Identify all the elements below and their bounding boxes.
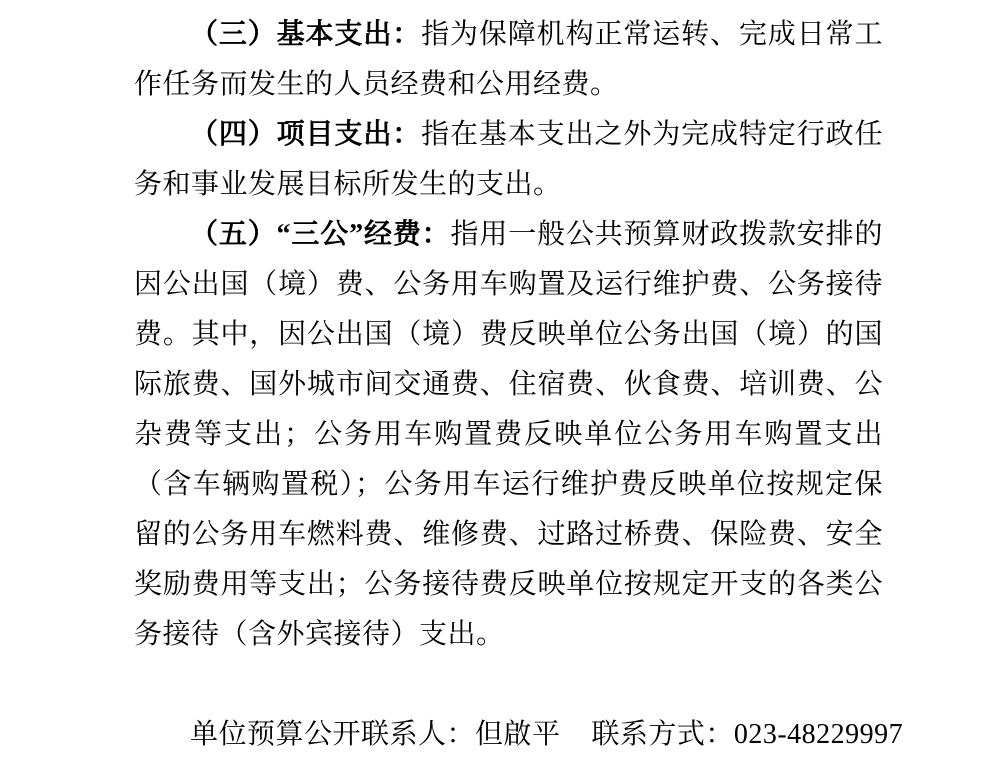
paragraph-label-three-public-funds: （五）“三公”经费： [190,219,451,250]
contact-phone-label: 联系方式： [591,719,734,750]
contact-person-label: 单位预算公开联系人： [190,719,476,750]
paragraph-body-project-expenditure: 指在基本支出之外为完成特定行政任务和事业发展目标所发生的支出。 [134,119,883,200]
contact-phone-number: 023-48229997 [733,719,904,750]
paragraph-label-basic-expenditure: （三）基本支出： [190,19,422,50]
definition-paragraph-three-public-funds [134,210,883,660]
definition-paragraph-project-expenditure [134,110,883,210]
paragraph-body-three-public-funds: 指用一般公共预算财政拨款安排的因公出国（境）费、公务用车购置及运行维护费、公务接待费。其中，因公出国（境）费反映单位公务出国（境）的国际旅费、国外城市间交通费、住宿费、伙食费、培训费、公杂费等支出；公务用车购置费反映单位公务用车购置支出（含车辆购置税）；公务用车运行维护费反映单位按规定保留的公务用车燃料费、维修费、过路过桥费、保险费、安全奖励费用等支出；公务接待费反映单位按规定开支的各类公务接待（含外宾接待）支出。 [134,219,883,650]
contact-person-name: 但啟平 [475,719,561,750]
contact-line [134,710,904,760]
paragraph-body-basic-expenditure: 指为保障机构正常运转、完成日常工作任务而发生的人员经费和公用经费。 [134,19,883,100]
definition-paragraph-basic-expenditure [134,10,883,110]
paragraph-label-project-expenditure: （四）项目支出： [190,119,422,150]
